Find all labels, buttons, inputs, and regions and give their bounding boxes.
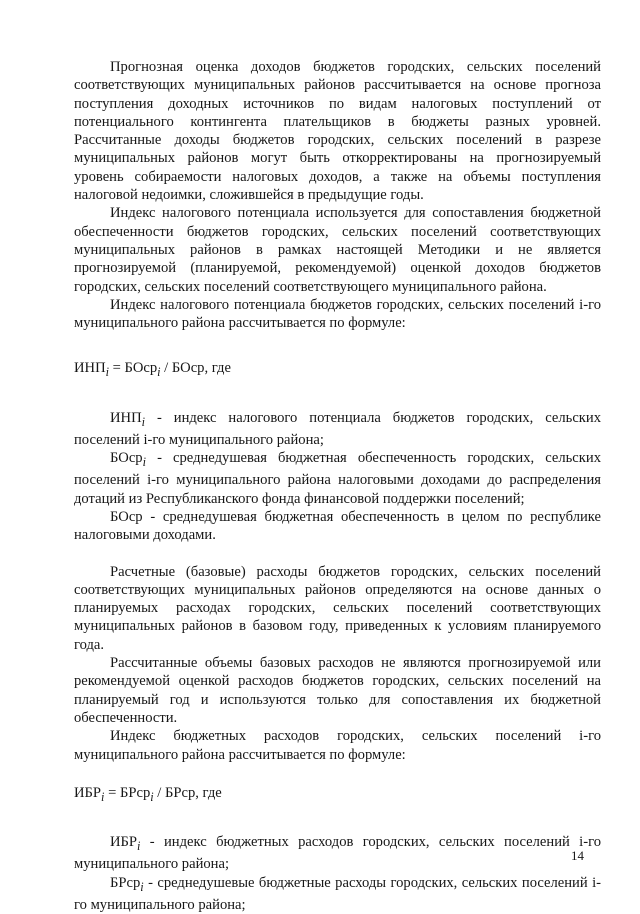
- paragraph-base-expenses-note: Рассчитанные объемы базовых расходов не являются прогнозируемой или рекомендуемой оценкой расходов бюджетов городских, сельских поселений на планируемый год и используются только для сопоставления их бюджетной обеспеченности.: [74, 655, 601, 726]
- paragraph-expense-index-intro: Индекс бюджетных расходов городских, сельских поселений i-го муниципального района рассчитывается по формуле:: [74, 728, 601, 763]
- paragraph-tax-potential-index: Индекс налогового потенциала используется для сопоставления бюджетной обеспеченности бюджетов городских, сельских поселений соответствующих муниципальных районов в рамках настоящей Методики и не является прогнозируемой (планируемой, рекомендуемой) оценкой доходов бюджетов городских, сельских поселений соответствующего муниципального района.: [74, 205, 601, 295]
- definition-bocp: БОср - среднедушевая бюджетная обеспеченность в целом по республике налоговыми доходами.: [74, 508, 601, 544]
- paragraph-tax-potential-formula-intro: Индекс налогового потенциала бюджетов городских, сельских поселений i-го муниципального района рассчитывается по формуле:: [74, 296, 601, 332]
- formula-expense-index: $ИБР_i$ = БРср$_i$ / БРср, где: [74, 784, 222, 804]
- formula-tax-potential: $ИНП_i$ = БОср$_i$ / БОср, где: [74, 360, 231, 380]
- page-number: 14: [571, 848, 584, 863]
- paragraph-base-expenses: Расчетные (базовые) расходы бюджетов городских, сельских поселений соответствующих муниципальных районов определяются на основе данных о планируемых расходах городских, сельских поселений соответствующих муниципальных районов в базовом году, приведенных к условиям планируемого года.: [74, 563, 601, 653]
- definition-ibr: $ИБР_i$ - индекс бюджетных расходов городских, сельских поселений i-го муниципального района;: [74, 834, 601, 873]
- definition-inp: $ИНП_i$ - индекс налогового потенциала бюджетов городских, сельских поселений i-го муниципального района;: [74, 409, 601, 448]
- paragraph-revenue-forecast: Прогнозная оценка доходов бюджетов городских, сельских поселений соответствующих муниципальных районов рассчитывается на основе прогноза поступления доходных источников по видам налоговых поступлений от потенциального контингента плательщиков в бюджеты разных уровней. Рассчитанные доходы бюджетов городских, сельских поселений в разрезе муниципальных районов могут быть откорректированы на прогнозируемый уровень собираемости налоговых доходов, а также на объемы поступления налоговой недоимки, сложившейся в предыдущие годы.: [74, 59, 601, 204]
- document-page: [74, 58, 601, 914]
- definition-bocp-i: БОср$_i$ - среднедушевая бюджетная обеспеченность городских, сельских поселений i-го муниципального района налоговыми доходами до распределения дотаций из Республиканского фонда финансовой поддержки поселений;: [74, 450, 601, 507]
- definition-brcp-i: БРср$_i$ - среднедушевые бюджетные расходы городских, сельских поселений i-го муниципального района;: [74, 874, 601, 913]
